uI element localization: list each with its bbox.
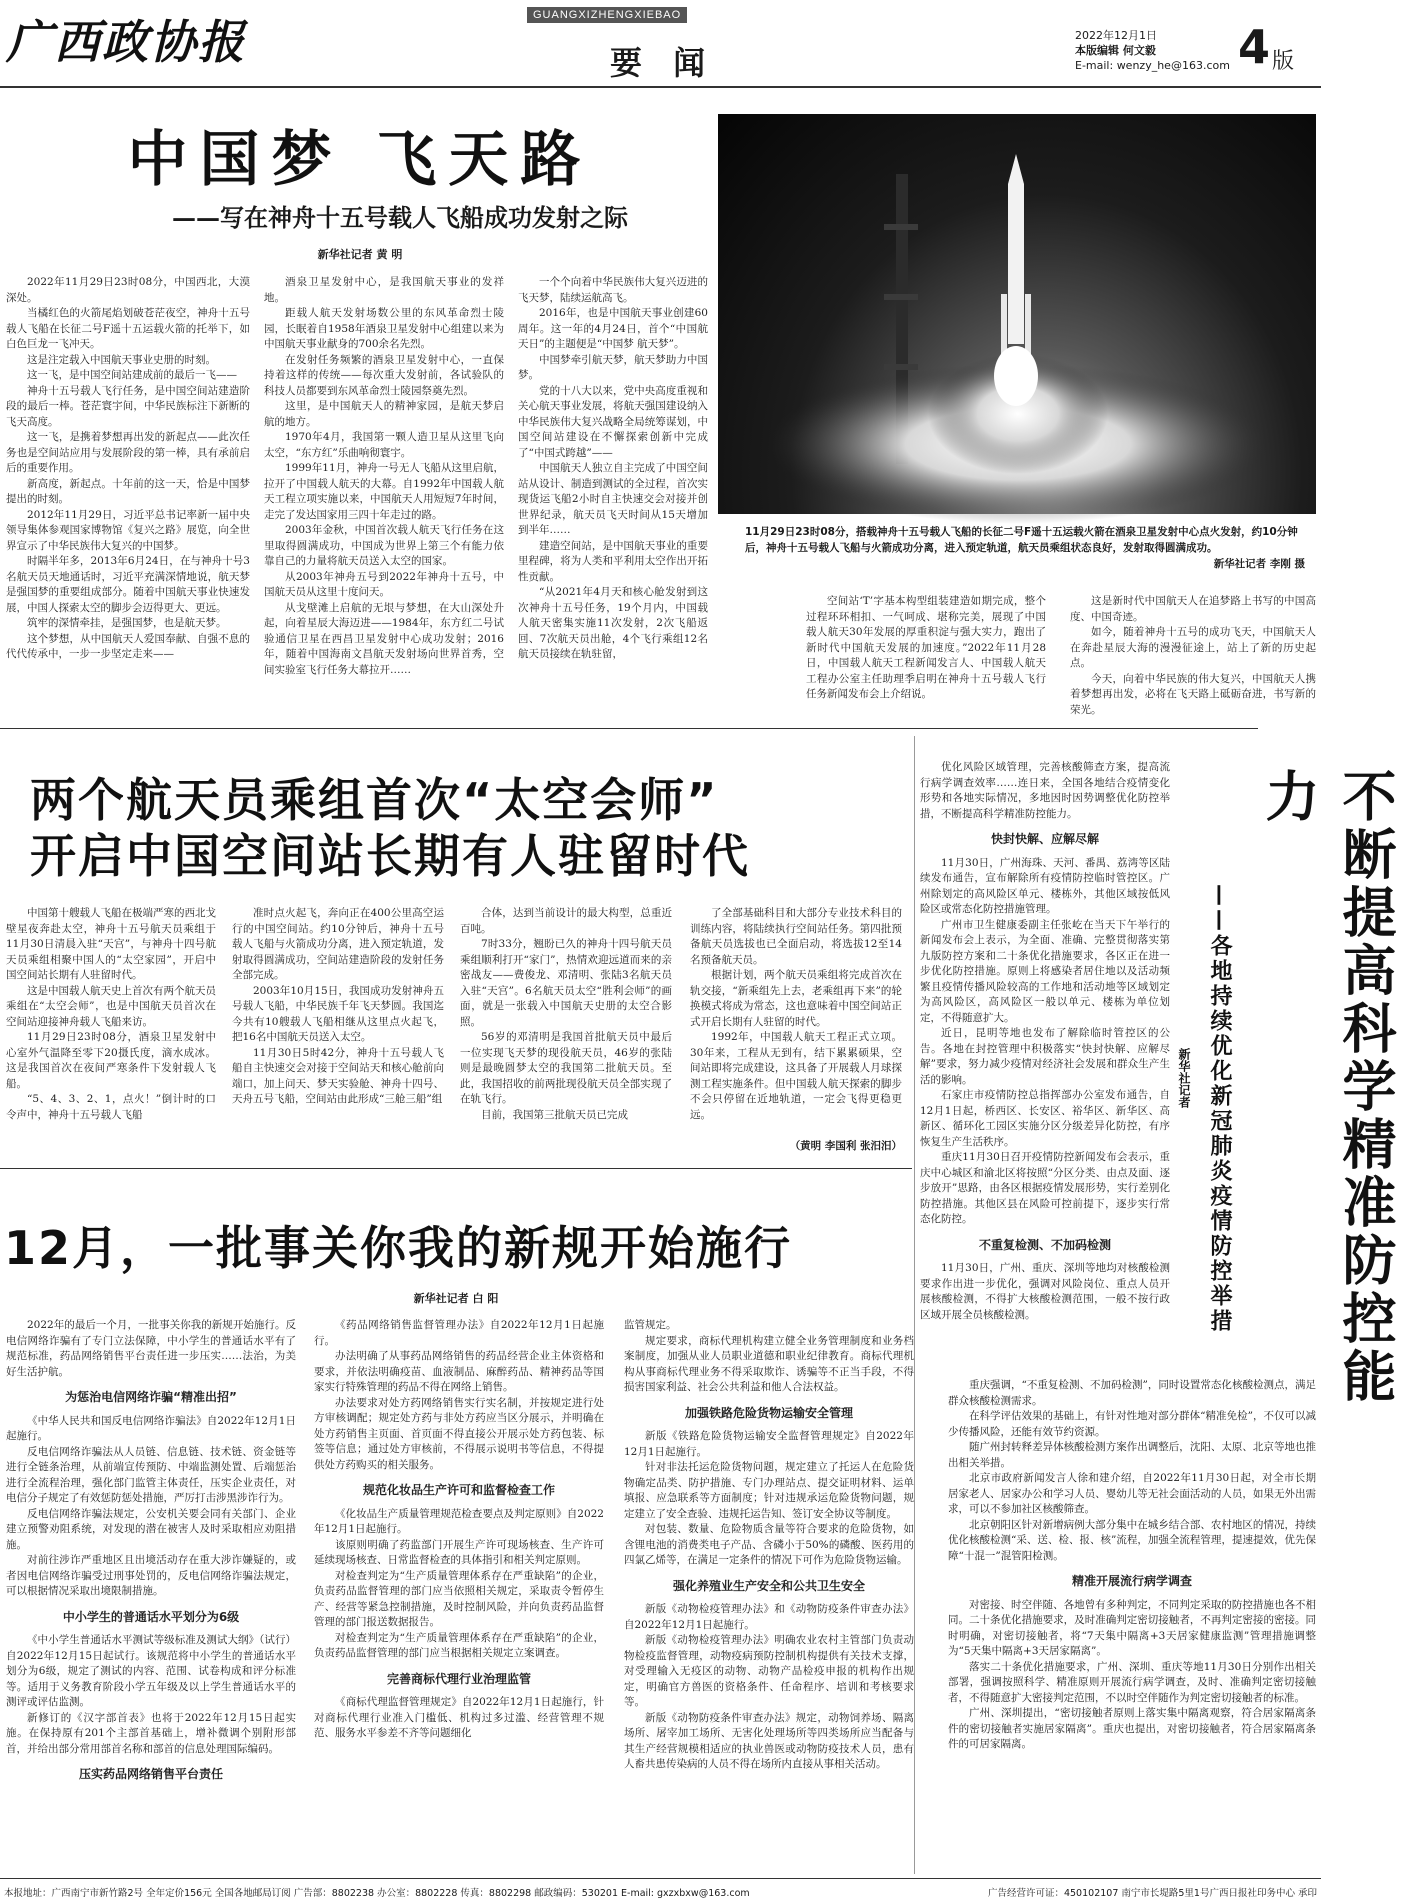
article2-byline: （黄明 李国利 张汨汨） <box>789 1140 902 1152</box>
subheading: 加强铁路危险货物运输安全管理 <box>684 1405 853 1420</box>
paragraph: “从2021年4月天和核心舱发射到这次神舟十五号任务，19个月内，中国载人航天密集实施11次发射，2次飞船返回、7次航天员出舱，4个飞行乘组12名航天员接续在轨驻留， <box>518 586 708 660</box>
column-separator <box>914 736 915 1874</box>
paragraph: 中国梦牵引航天梦，航天梦助力中国梦。 <box>518 353 708 381</box>
page-number-suffix: 版 <box>1272 49 1295 74</box>
paragraph: 办法明确了从事药品网络销售的药品经营企业主体资格和要求，并依法明确疫苗、血液制品、麻醉药品、精神药品等国家实行特殊管理的药品不得在网络上销售。 <box>314 1350 604 1393</box>
article3-title: 12月，一批事关你我的新规开始施行 <box>4 1221 793 1275</box>
paragraph: 党的十八大以来，党中央高度重视和关心航天事业发展，将航天强国建设纳入中华民族伟大复兴战略全局统筹谋划，中国空间站建设在不懈探索创新中完成了“中国式跨越”—— <box>518 384 708 459</box>
article4-title: 不断提高科学精准防控能力 <box>1257 768 1397 1406</box>
paragraph: 11月30日5时42分，神舟十五号载人飞船自主快速交会对接于空间站天和核心舱前向端口，加上问天、梦天实验舱、神舟十四号、天舟五号飞船，空间站由此形成“三舱三船”组 <box>232 1046 444 1105</box>
paragraph: 对检查判定为“生产质量管理体系存在严重缺陷”的企业，负责药品监督管理的部门应当依照相关规定，采取责令暂停生产、经营等紧急控制措施，及时控制风险，并向负责药品监督管理的部门报送数据报告。 <box>314 1569 604 1628</box>
article2-column-4 <box>690 906 902 1138</box>
article1-column-5 <box>1070 594 1316 716</box>
paragraph: 对包装、数量、危险物质含量等符合要求的危险货物，如含锂电池的消费类电子产品、含磷小于50%的磷酸、医药用的四氯乙烯等，在满足一定条件的情况下可作为危险货物运输。 <box>624 1523 914 1566</box>
paragraph: 空间站‘T’字基本构型组装建造如期完成，整个过程环环相扣、一气呵成、堪称完美，展现了中国载人航天30年发展的厚重积淀与强大实力，跑出了新时代中国航天发展的加速度。”2022年11月28日，中国载人航天工程新闻发言人、中国载人航天工程办公室主任助理季启明在神舟十五号载人飞行任务新闻发布会上介绍说。 <box>806 595 1046 700</box>
paragraph: 反电信网络诈骗法规定，公安机关要会同有关部门、企业建立预警劝阻系统，对发现的潜在被害人及时采取相应劝阻措施。 <box>6 1507 296 1551</box>
paragraph: 建造空间站，是中国航天事业的重要里程碑，将为人类和平利用太空作出开拓性贡献。 <box>518 539 708 583</box>
article4-byline: 新华社记者 <box>1177 1048 1191 1108</box>
article2-title-line2: 开启中国空间站长期有人驻留时代 <box>30 829 750 883</box>
paragraph: 这是注定载入中国航天事业史册的时刻。 <box>27 353 216 366</box>
article1-title: 中国梦 飞天路 <box>127 125 593 195</box>
paragraph: 《化妆品生产质量管理规范检查要点及判定原则》自2022年12月1日起施行。 <box>314 1507 604 1535</box>
paragraph: 1992年，中国载人航天工程正式立项。30年来，工程从无到有，结下累累硕果，空间站即将完成建设，这具备了开展载人月球探测工程实施条件。但中国载人航天探索的脚步不会只停留在近地轨道，一定会飞得更稳更远。 <box>690 1031 902 1121</box>
article1-byline: 新华社记者 黄 明 <box>317 248 403 261</box>
paragraph: 1999年11月，神舟一号无人飞船从这里启航，拉开了中国载人航天的大幕。自1992年中国载人航天工程立项实施以来，中国航天人用短短7年时间，走完了发达国家用三四十年走过的路。 <box>264 462 504 521</box>
article2-column-2 <box>232 906 444 1156</box>
article1-column-2 <box>264 275 504 715</box>
article1-column-4 <box>806 594 1046 716</box>
paragraph: 新版《动物检疫管理办法》和《动物防疫条件审查办法》自2022年12月1日起施行。 <box>624 1603 914 1631</box>
paragraph: 广州、深圳提出，“密切接触者原则上落实集中隔离观察，符合居家隔离条件的密切接触者实施居家隔离”。重庆也提出，对密切接触者，符合居家隔离条件的可居家隔离。 <box>948 1707 1316 1750</box>
paragraph: 一个个向着中华民族伟大复兴迈进的飞天梦，陆续运航高飞。 <box>518 276 708 304</box>
section-divider-2 <box>0 1168 912 1169</box>
masthead-rule <box>0 86 1321 88</box>
article3-column-3 <box>624 1318 914 1874</box>
article4-column-a <box>920 760 1170 1370</box>
subheading: 精准开展流行病学调查 <box>1071 1574 1192 1588</box>
paragraph: 《中华人民共和国反电信网络诈骗法》自2022年12月1日起施行。 <box>6 1414 296 1442</box>
paragraph: 在发射任务频繁的酒泉卫星发射中心，一直保持着这样的传统——每次重大发射前，各试验队的科技人员都要到东风革命烈士陵园祭奠先烈。 <box>264 353 504 397</box>
subheading: 压实药品网络销售平台责任 <box>78 1767 223 1781</box>
article2-column-3 <box>460 906 672 1156</box>
editor-email: E-mail: wenzy_he@163.com <box>1075 59 1230 72</box>
article2-column-1 <box>6 906 216 1156</box>
paragraph: 对密接、时空伴随、各地曾有多种判定，不同判定采取的防控措施也各不相同。二十条优化措施要求，及时准确判定密切接触者，不再判定密接的密接。同时明确，对密切接触者，将“7天集中隔离+3天居家健康监测”管理措施调整为“5天集中隔离+3天居家隔离”。 <box>948 1598 1316 1657</box>
paragraph: 办法要求对处方药网络销售实行实名制，并按规定进行处方审核调配；规定处方药与非处方药应当区分展示，并明确在处方药销售主页面、首页面不得直接公开展示处方药包装、标签等信息；通过处方审核前，不得展示说明书等信息，不得提供处方药购买的相关服务。 <box>314 1396 604 1471</box>
newspaper-pinyin: GUANGXIZHENGXIEBAO <box>527 7 687 23</box>
page-editor: 本版编辑 何文毅 <box>1075 44 1156 57</box>
paragraph: 11月30日，广州海珠、天河、番禺、荔湾等区陆续发布通告，宣布解除所有疫情防控临时管控区。广州除划定的高风险区单元、楼栋外，其他区域按低风险区或常态化防控措施管理。 <box>920 856 1170 915</box>
paragraph: 11月29日23时08分，酒泉卫星发射中心室外气温降至零下20摄氏度，滴水成冰。这是我国首次在夜间严寒条件下发射载人飞船。 <box>6 1031 216 1090</box>
paragraph: 《中小学生普通话水平测试等级标准及测试大纲》（试行）自2022年12月15日起试行。该规范将中小学生的普通话水平划分为6级，规定了测试的内容、范围、试卷构成和评分标准等。适用于义务教育阶段小学五年级及以上学生普通话水平的测评或评估监测。 <box>6 1634 296 1708</box>
paragraph: 新高度，新起点。十年前的这一天，恰是中国梦提出的时刻。 <box>6 477 250 505</box>
paragraph: 这里，是中国航天人的精神家园，是航天梦启航的地方。 <box>264 400 504 428</box>
paragraph: 针对非法托运危险货物问题，规定建立了托运人在危险货物确定品类、防护措施、专门办理站点、提交证明材料、运单填报、应急联系等方面制度；针对违规承运危险货物问题，规定建立了安全查验、违规托运告知、签订安全协议等制度。 <box>624 1461 914 1520</box>
paragraph: 北京朝阳区针对新增病例大部分集中在城乡结合部、农村地区的情况，持续优化核酸检测“采、送、检、报、核”流程，加强全流程管理，提速提效，优先保障“十混一”混管阳检测。 <box>948 1518 1316 1562</box>
paragraph: 2012年11月29日，习近平总书记率新一届中央领导集体参观国家博物馆《复兴之路》展览，向全世界宣示了中华民族伟大复兴的中国梦。 <box>6 508 250 552</box>
subheading: 强化养殖业生产安全和公共卫生安全 <box>672 1578 865 1593</box>
paragraph: 北京市政府新闻发言人徐和建介绍，自2022年11月30日起，对全市长期居家老人、居家办公和学习人员、婴幼儿等无社会面活动的人员，如果无外出需求，可以不参加社区核酸筛查。 <box>948 1472 1316 1515</box>
paragraph: 落实二十条优化措施要求，广州、深圳、重庆等地11月30日分别作出相关部署，强调按照科学、精准原则开展流行病学调查，及时、准确判定密切接触者，不得随意扩大密接判定范围，不以时空伴随作为判定密切接触者的标准。 <box>948 1660 1316 1704</box>
article1-column-1 <box>6 275 250 715</box>
paragraph: 中国航天人独立自主完成了中国空间站从设计、制造到测试的全过程，首次实现货运飞船2小时自主快速交会对接并创世界纪录，航天员飞天时间从15天增加到半年…… <box>518 462 708 536</box>
paragraph: 近日，昆明等地也发布了解除临时管控区的公告。各地在封控管理中积极落实“快封快解、应解尽解”要求，努力减少疫情对经济社会发展和群众生产生活的影响。 <box>920 1027 1170 1086</box>
subheading: 快封快解、应解尽解 <box>990 832 1099 846</box>
rocket-illustration <box>718 114 1316 514</box>
subheading: 规范化妆品生产许可和监督检查工作 <box>362 1483 555 1497</box>
paragraph: 这是中国载人航天史上首次有两个航天员乘组在“太空会师”，也是中国航天员首次在空间站迎接神舟载人飞船来访。 <box>6 984 216 1028</box>
paragraph: 这是新时代中国航天人在追梦路上书写的中国高度、中国奇迹。 <box>1070 595 1316 623</box>
paragraph: 新修订的《汉字部首表》也将于2022年12月15日起实施。在保持原有201个主部首基础上，增补微调个别附形部首，并给出部分常用部首名称和部首的信息处理国际编码。 <box>6 1711 296 1755</box>
paragraph: 在科学评估效果的基础上，有针对性地对部分群体“精准免检”，不仅可以减少传播风险，还能有效节约资源。 <box>948 1410 1316 1438</box>
footer-contact: 本报地址：广西南宁市新竹路2号 全年定价156元 全国各地邮局订阅 广告部：8802238 办公室：8802228 传真：8802298 邮政编码：530201 E-mail: gxzxbxw@163.com <box>4 1888 750 1899</box>
paragraph: 今天，向着中华民族的伟大复兴，中国航天人携着梦想再出发，必将在飞天路上砥砺奋进，书写新的荣光。 <box>1070 672 1316 716</box>
paragraph: 11月30日，广州、重庆、深圳等地均对核酸检测要求作出进一步优化，强调对风险岗位、重点人员开展核酸检测，不得扩大核酸检测范围，一般不按行政区域开展全员核酸检测。 <box>920 1262 1170 1321</box>
paragraph: 合体，达到当前设计的最大构型，总重近百吨。 <box>460 907 672 935</box>
issue-info <box>1075 28 1230 73</box>
paragraph: 56岁的邓清明是我国首批航天员中最后一位实现飞天梦的现役航天员，46岁的张陆则是最晚圆梦太空的我国第二批航天员。至此，我国招收的前两批现役航天员全部实现了在轨飞行。 <box>460 1031 672 1105</box>
page-number: 4 <box>1238 20 1271 74</box>
paragraph: 距载人航天发射场数公里的东风革命烈士陵园，长眠着自1958年酒泉卫星发射中心组建以来为中国航天事业献身的700余名先烈。 <box>264 307 504 350</box>
photo-caption <box>745 524 1305 572</box>
paragraph: 监管规定。 <box>624 1319 677 1331</box>
paragraph: 规定要求，商标代理机构建立健全业务管理制度和业务档案制度，加强从业人员职业道德和职业纪律教育。商标代理机构从事商标代理业务不得采取欺诈、诱骗等不正当手段，不得损害国家利益、社会公共利益和他人合法权益。 <box>624 1334 914 1393</box>
paragraph: 当橘红色的火箭尾焰划破苍茫夜空，神舟十五号载人飞船在长征二号F遥十五运载火箭的托举下，如白色巨龙一飞冲天。 <box>6 307 250 350</box>
article1-column-3 <box>518 275 708 715</box>
paragraph: 2022年11月29日23时08分，中国西北，大漠深处。 <box>6 276 250 304</box>
paragraph: 《商标代理监督管理规定》自2022年12月1日起施行，针对商标代理行业准入门槛低、机构过多过滥、经营管理不规范、服务水平参差不齐等问题细化 <box>314 1696 604 1739</box>
paragraph: “5、4、3、2、1，点火！”倒计时的口令声中，神舟十五号载人飞船 <box>6 1093 216 1121</box>
paragraph: 7时33分，翘盼已久的神舟十四号航天员乘组顺利打开“家门”，热情欢迎远道而来的亲密战友——费俊龙、邓清明、张陆3名航天员入驻“天宫”。6名航天员太空“胜利会师”的画面，就是一张载入中国航天史册的太空合影照。 <box>460 938 672 1028</box>
paragraph: 神舟十五号载人飞行任务，是中国空间站建造阶段的最后一棒。苍茫寰宇间，中华民族标注下新断的飞天高度。 <box>6 384 250 428</box>
subheading: 完善商标代理行业治理监管 <box>386 1671 531 1686</box>
photo-caption-text: 11月29日23时08分，搭载神舟十五号载人飞船的长征二号F遥十五运载火箭在酒泉卫星发射中心点火发射，约10分钟后，神舟十五号载人飞船与火箭成功分离，进入预定轨道，航天员乘组状态良好，发射取得圆满成功。 <box>745 526 1298 554</box>
footer-printer: 广告经营许可证：450102107 南宁市长堤路5里1号广西日报社印务中心 承印 <box>987 1888 1317 1899</box>
newspaper-logo: 广西政协报 <box>6 15 246 69</box>
article1-subtitle: ——写在神舟十五号载人飞船成功发射之际 <box>172 203 628 232</box>
paragraph: 这个梦想，从中国航天人爱国奉献、自强不息的代代传承中，一步一步坚定走来—— <box>6 632 250 660</box>
paragraph: 从2003年神舟五号到2022年神舟十五号，中国航天员从这里十度问天。 <box>264 570 504 598</box>
article4-subtitle: ——各地持续优化新冠肺炎疫情防控举措 <box>1207 884 1232 1334</box>
paragraph: 石家庄市疫情防控总指挥部办公室发布通告，自12月1日起，桥西区、长安区、裕华区、新华区、高新区、循环化工园区实施分区分级差异化防控，有序恢复生产生活秩序。 <box>920 1089 1170 1148</box>
paragraph: 准时点火起飞，奔向正在400公里高空运行的中国空间站。约10分钟后，神舟十五号载人飞船与火箭成功分离，进入预定轨道，发射取得圆满成功，空间站建造阶段的发射任务全部完成。 <box>232 907 444 981</box>
rocket-launch-photo <box>718 114 1316 514</box>
paragraph: 时隔半年多，2013年6月24日，在与神舟十号3名航天员天地通话时，习近平充满深情地说，航天梦是强国梦的重要组成部分。随着中国航天事业快速发展，中国人探索太空的脚步会迈得更大、更远。 <box>6 555 250 614</box>
paragraph: 酒泉卫星发射中心，是我国航天事业的发祥地。 <box>264 276 504 304</box>
article4-column-b <box>948 1378 1316 1874</box>
paragraph: 《药品网络销售监督管理办法》自2022年12月1日起施行。 <box>314 1319 604 1347</box>
section-title: 要 闻 <box>610 44 716 82</box>
paragraph: 这一飞，是携着梦想再出发的新起点——此次任务也是空间站应用与发展阶段的第一棒，具有承前启后的重要作用。 <box>6 431 250 474</box>
paragraph: 中国第十艘载人飞船在极端严寒的西北戈壁星夜奔赴太空，神舟十五号航天员乘组于11月30日清晨入驻“天宫”，与神舟十四号航天员乘组相聚中国人的“太空家园”，开启中国空间站长期有人驻留时代。 <box>6 907 216 981</box>
paragraph: 优化风险区域管理，完善核酸筛查方案，提高流行病学调查效率……连日来，全国各地结合疫情变化形势和各地实际情况，多地因时因势调整优化防控举措，不断提高科学精准防控能力。 <box>920 761 1170 820</box>
paragraph: 对检查判定为“生产质量管理体系存在严重缺陷”的企业，负责药品监督管理的部门应当根据相关规定立案调查。 <box>314 1631 604 1659</box>
paragraph: 反电信网络诈骗法从人员链、信息链、技术链、资金链等进行全链条治理，从前端宣传预防、中端监测处置、后端惩治进行全流程治理，强化部门监管主体责任，压实企业责任，对电信分子规定了有效惩防惩处措施，严厉打击涉黑涉诈行为。 <box>6 1445 296 1504</box>
article2-title-line1: 两个航天员乘组首次“太空会师” <box>30 773 719 827</box>
paragraph: 如今，随着神舟十五号的成功飞天，中国航天人在奔赴星辰大海的漫漫征途上，站上了新的历史起点。 <box>1070 626 1316 669</box>
paragraph: 2022年的最后一个月，一批事关你我的新规开始施行。反电信网络诈骗有了专门立法保障，中小学生的普通话水平有了规范标准，药品网络销售平台责任进一步压实……法治，为美好生活护航。 <box>6 1319 296 1378</box>
issue-date: 2022年12月1日 <box>1075 29 1157 42</box>
paragraph: 根据计划，两个航天员乘组将完成首次在轨交接，“新乘组先上去，老乘组再下来”的轮换模式将成为常态，这也意味着中国空间站正式开启长期有人驻留的时代。 <box>690 969 902 1028</box>
section-divider <box>0 728 1258 729</box>
subheading: 为惩治电信网络诈骗“精准出招” <box>65 1390 237 1404</box>
paragraph: 目前，我国第三批航天员已完成 <box>481 1108 628 1121</box>
paragraph: 重庆11月30日召开疫情防控新闻发布会表示，重庆中心城区和渝北区将按照“分区分类、由点及面、逐步放开”思路，由各区根据疫情发展形势，实行差别化防控措施。其他区县在风险可控前提下，逐步实行常态化防控。 <box>920 1151 1170 1225</box>
article3-column-1 <box>6 1318 296 1874</box>
paragraph: 2003年金秋，中国首次载人航天飞行任务在这里取得圆满成功，中国成为世界上第三个有能力依靠自己的力量将航天员送入太空的国家。 <box>264 524 504 567</box>
paragraph: 该原则明确了药监部门开展生产许可现场核查、生产许可延续现场核查、日常监督检查的具体指引和相关判定原则。 <box>314 1538 604 1566</box>
photo-credit: 新华社记者 李刚 摄 <box>1213 558 1305 570</box>
article3-byline: 新华社记者 白 阳 <box>413 1292 499 1305</box>
paragraph: 随广州封转释差异体核酸检测方案作出调整后，沈阳、太原、北京等地也推出相关举措。 <box>948 1441 1316 1469</box>
paragraph: 广州市卫生健康委副主任张屹在当天下午举行的新闻发布会上表示，为全面、准确、完整贯彻落实第九版防控方案和二十条优化措施要求，各区正在进一步优化防控措施。原则上将感染者居住地以及活动频繁且疫情传播风险较高的工作地和活动地等区域划定为高风险区，高风险区一般以单元、楼栋为单位划定，不得随意扩大。 <box>920 918 1170 1024</box>
paragraph: 新版《动物防疫条件审查办法》规定，动物饲养场、隔离场所、屠宰加工场所、无害化处理场所等四类场所应当配备与其生产经营规模相适应的执业兽医或动物防疫技术人员，患有人畜共患传染病的人员不得在场所内直接从事相关活动。 <box>624 1711 914 1770</box>
paragraph: 从戈壁滩上启航的无垠与梦想，在大山深处升起，向着星辰大海迈进——1984年，东方红二号试验通信卫星在西昌卫星发射中心成功发射；2016年，随着中国海南文昌航天发射场向世界首秀，空间实验室飞行任务大幕拉开…… <box>264 601 504 676</box>
paragraph: 了全部基础科目和大部分专业技术科目的训练内容，将陆续执行空间站任务。第四批预备航天员选拔也已全面启动，将选拔12至14名预备航天员。 <box>690 907 902 966</box>
paragraph: 这一飞，是中国空间站建成前的最后一飞—— <box>27 369 237 381</box>
paragraph: 2016年，也是中国航天事业创建60周年。这一年的4月24日，首个“中国航天日”的主题便是“中国梦 航天梦”。 <box>518 307 708 350</box>
paragraph: 1970年4月，我国第一颗人造卫星从这里飞向太空，“东方红”乐曲响彻寰宇。 <box>264 431 504 459</box>
subheading: 中小学生的普通话水平划分为6级 <box>62 1609 240 1624</box>
paragraph: 对前往涉诈严重地区且出境活动存在重大涉诈嫌疑的，或者因电信网络诈骗受过刑事处罚的，反电信网络诈骗法规定，可以根据情况采取出境限制措施。 <box>6 1554 296 1597</box>
subheading: 不重复检测、不加码检测 <box>978 1237 1111 1252</box>
paragraph: 筑牢的深情牵挂，是强国梦，也是航天梦。 <box>27 617 227 629</box>
page-footer <box>0 1878 1321 1904</box>
article3-column-2 <box>314 1318 604 1874</box>
paragraph: 2003年10月15日，我国成功发射神舟五号载人飞船，中华民族千年飞天梦圆。我国迄今共有10艘载人飞船相继从这里点火起飞，把16名中国航天员送入太空。 <box>232 984 444 1043</box>
paragraph: 新版《动物检疫管理办法》明确农业农村主管部门负责动物检疫监督管理，动物疫病预防控制机构提供有关技术支撑，对受理输入无疫区的动物、动物产品检疫申报的机构作出规定，明确官方兽医的资格条件、任命程序、培训和考核要求等。 <box>624 1634 914 1708</box>
paragraph: 新版《铁路危险货物运输安全监督管理规定》自2022年12月1日起施行。 <box>624 1430 914 1458</box>
paragraph: 重庆强调，“不重复检测、不加码检测”，同时设置常态化核酸检测点，满足群众核酸检测需求。 <box>948 1379 1316 1407</box>
